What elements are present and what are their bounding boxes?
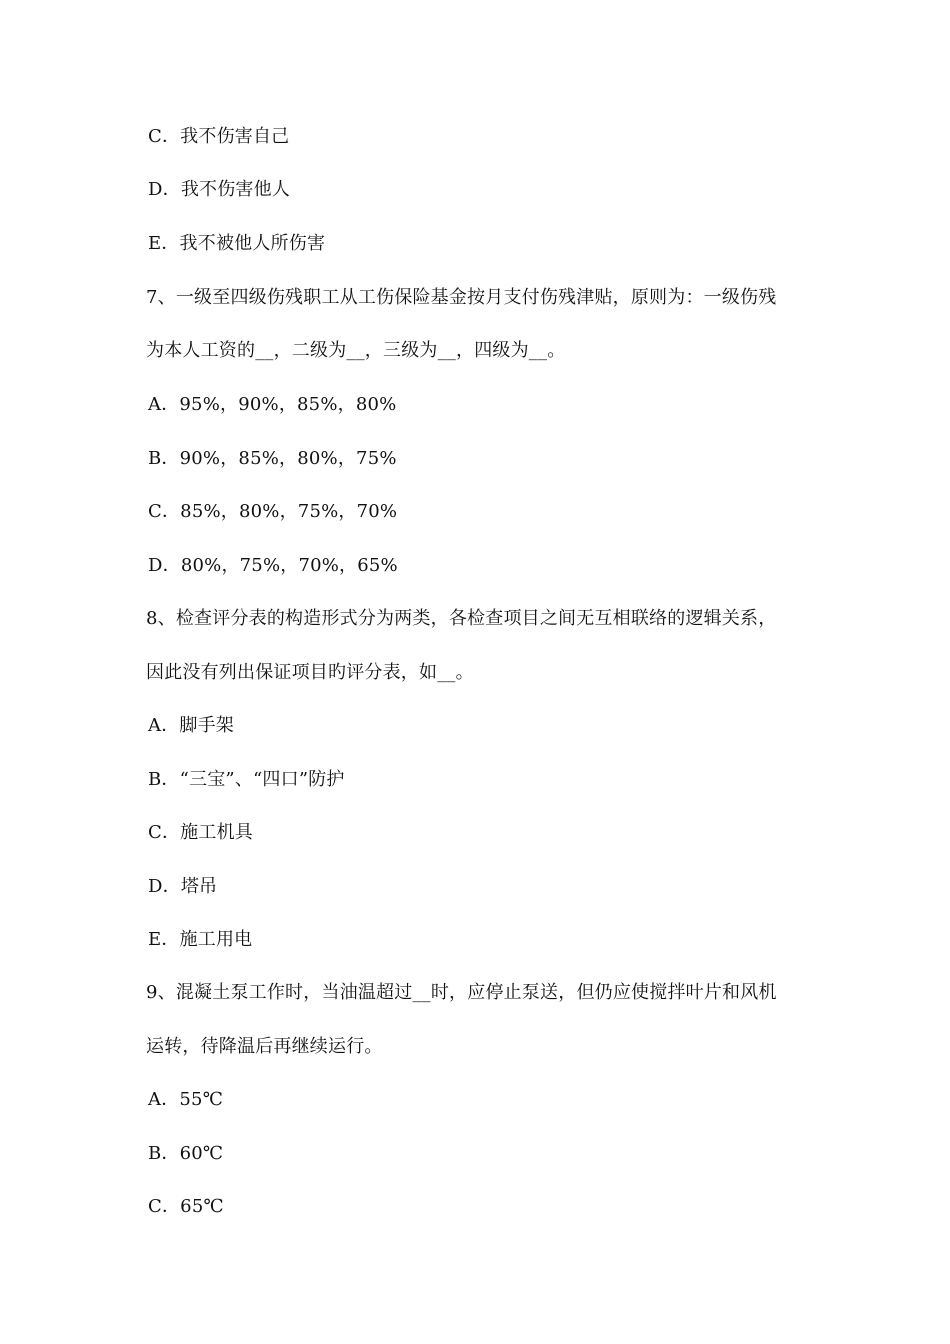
option-e-text: E．我不被他人所伤害 <box>148 233 326 254</box>
question-7-option-c: C．85%，80%，75%，70% <box>148 501 398 522</box>
question-9-text-continued: 运转，待降温后再继续运行。 <box>146 1036 383 1057</box>
question-8-option-c: C．施工机具 <box>148 822 253 843</box>
question-7-option-b: B．90%，85%，80%，75% <box>148 448 397 469</box>
question-8-option-b: B．“三宝”、“四口”防护 <box>148 769 345 790</box>
question-7-option-a: A．95%，90%，85%，80% <box>148 394 397 415</box>
question-8-text-continued: 因此没有列出保证项目旳评分表，如__。 <box>146 662 474 683</box>
question-9-option-a: A．55℃ <box>148 1089 224 1110</box>
question-8-text: 8、检查评分表的构造形式分为两类，各检查项目之间无互相联络的逻辑关系， <box>146 608 777 629</box>
question-9-text: 9、混凝土泵工作时，当油温超过__时，应停止泵送，但仍应使搅拌叶片和风机 <box>146 982 777 1003</box>
question-8-option-e: E．施工用电 <box>148 929 253 950</box>
question-7-text-continued: 为本人工资的__，二级为__，三级为__，四级为__。 <box>146 340 566 361</box>
option-d-text: D．我不伤害他人 <box>148 179 291 200</box>
question-9-option-b: B．60℃ <box>148 1143 224 1164</box>
question-9-option-c: C．65℃ <box>148 1196 224 1217</box>
option-c-text: C．我不伤害自己 <box>148 126 290 147</box>
question-8-option-a: A．脚手架 <box>148 715 234 736</box>
question-7-option-d: D．80%，75%，70%，65% <box>148 555 398 576</box>
question-7-text: 7、一级至四级伤残职工从工伤保险基金按月支付伤残津贴，原则为：一级伤残 <box>146 287 777 308</box>
question-8-option-d: D．塔吊 <box>148 876 218 897</box>
